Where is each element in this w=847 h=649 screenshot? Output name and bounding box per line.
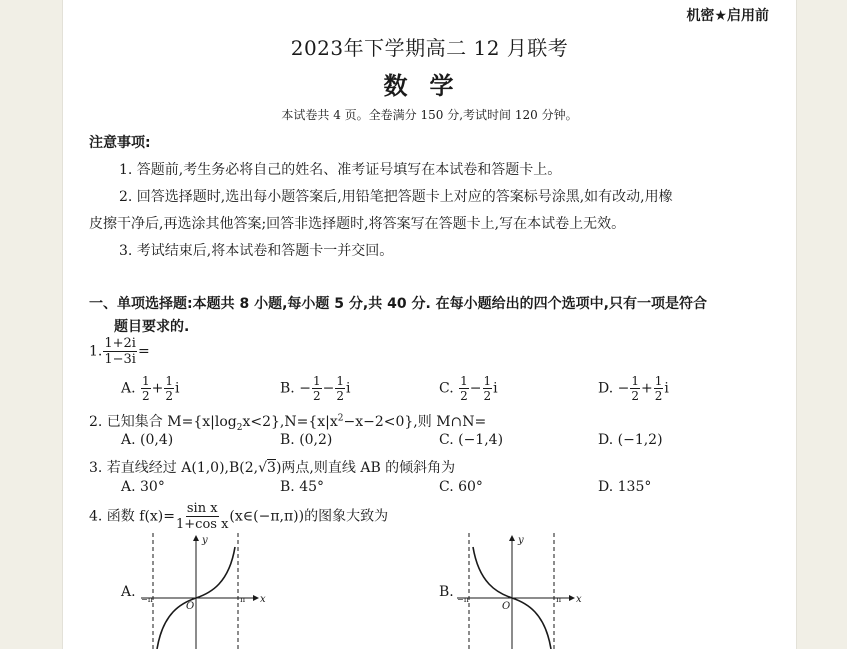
fraction: $\frac{1+2i}{1-3i}$: [104, 336, 136, 367]
q3-option-a: A. 30°: [121, 479, 165, 495]
axis-y-label: y: [202, 535, 208, 546]
q2-option-c: C. (−1,4): [439, 432, 504, 448]
q1-option-c: C. $\frac{1}{2}$ − $\frac{1}{2}$ i: [439, 374, 498, 403]
neg-pi-label: −π: [457, 595, 469, 604]
q1-option-a: A. $\frac{1}{2}$ + $\frac{1}{2}$ i: [121, 374, 180, 403]
q1-option-b: B. − $\frac{1}{2}$ − $\frac{1}{2}$ i: [280, 374, 351, 403]
section-heading: 一、单项选择题:本题共 8 小题,每小题 5 分,共 40 分. 在每小题给出的四个选项中,只有一项是符合: [89, 296, 707, 312]
question-3: 3. 若直线经过 A(1,0),B(2,√3)两点,则直线 AB 的倾斜角为: [89, 460, 456, 476]
graph-b-label: B.: [439, 584, 454, 600]
notice-heading: 注意事项:: [89, 135, 151, 151]
q3-option-c: C. 60°: [439, 479, 483, 495]
axis-x-label: x: [260, 594, 266, 605]
subject-title: 数学: [383, 72, 476, 100]
q3-option-b: B. 45°: [280, 479, 325, 495]
question-4: 4. 函数 f(x)= $\frac{\text{sin x}}{\text{1+cos x}}$ (x∈(−π,π))的图象大致为: [89, 501, 389, 532]
graph-a-label: A.: [121, 584, 136, 600]
q1-option-d: D. − $\frac{1}{2}$ + $\frac{1}{2}$ i: [598, 374, 669, 403]
exam-title: 2023年下学期高二 12 月联考: [290, 36, 569, 60]
question-number: 1.: [89, 343, 103, 360]
pos-pi-label: π: [240, 595, 246, 604]
question-2: 2. 已知集合 $M=\{x|\log_2x<2\},N=\{x|x^2-x-2<0\}$,则 M∩N=: [89, 413, 487, 433]
exam-page: [62, 0, 797, 649]
q2-option-d: D. (−1,2): [598, 432, 663, 448]
axis-y-label: y: [518, 535, 524, 546]
section-heading-cont: 题目要求的.: [114, 319, 190, 335]
q2-option-a: A. (0,4): [121, 432, 174, 448]
origin-label: O: [186, 601, 195, 612]
q2-option-b: B. (0,2): [280, 432, 333, 448]
axis-x-label: x: [576, 594, 582, 605]
page-info: 本试卷共 4 页。全卷满分 150 分,考试时间 120 分钟。: [281, 108, 578, 122]
notice-item-1: 1. 答题前,考生务必将自己的姓名、准考证号填写在本试卷和答题卡上。: [119, 162, 562, 178]
notice-item-2: 2. 回答选择题时,选出每小题答案后,用铅笔把答题卡上对应的答案标号涂黑,如有改动,用橡: [119, 189, 673, 205]
graph-a: [141, 533, 271, 649]
notice-item-3: 3. 考试结束后,将本试卷和答题卡一并交回。: [119, 243, 394, 259]
question-1: 1. $\frac{1+2i}{1-3i}$ =: [89, 336, 150, 367]
graph-b: [457, 533, 587, 649]
q3-option-d: D. 135°: [598, 479, 652, 495]
pos-pi-label: π: [556, 595, 562, 604]
origin-label: O: [502, 601, 511, 612]
confidential-mark: 机密★启用前: [686, 8, 769, 24]
neg-pi-label: −π: [141, 595, 153, 604]
notice-item-2-cont: 皮擦干净后,再选涂其他答案;回答非选择题时,将答案写在答题卡上,写在本试卷上无效。: [89, 216, 626, 232]
